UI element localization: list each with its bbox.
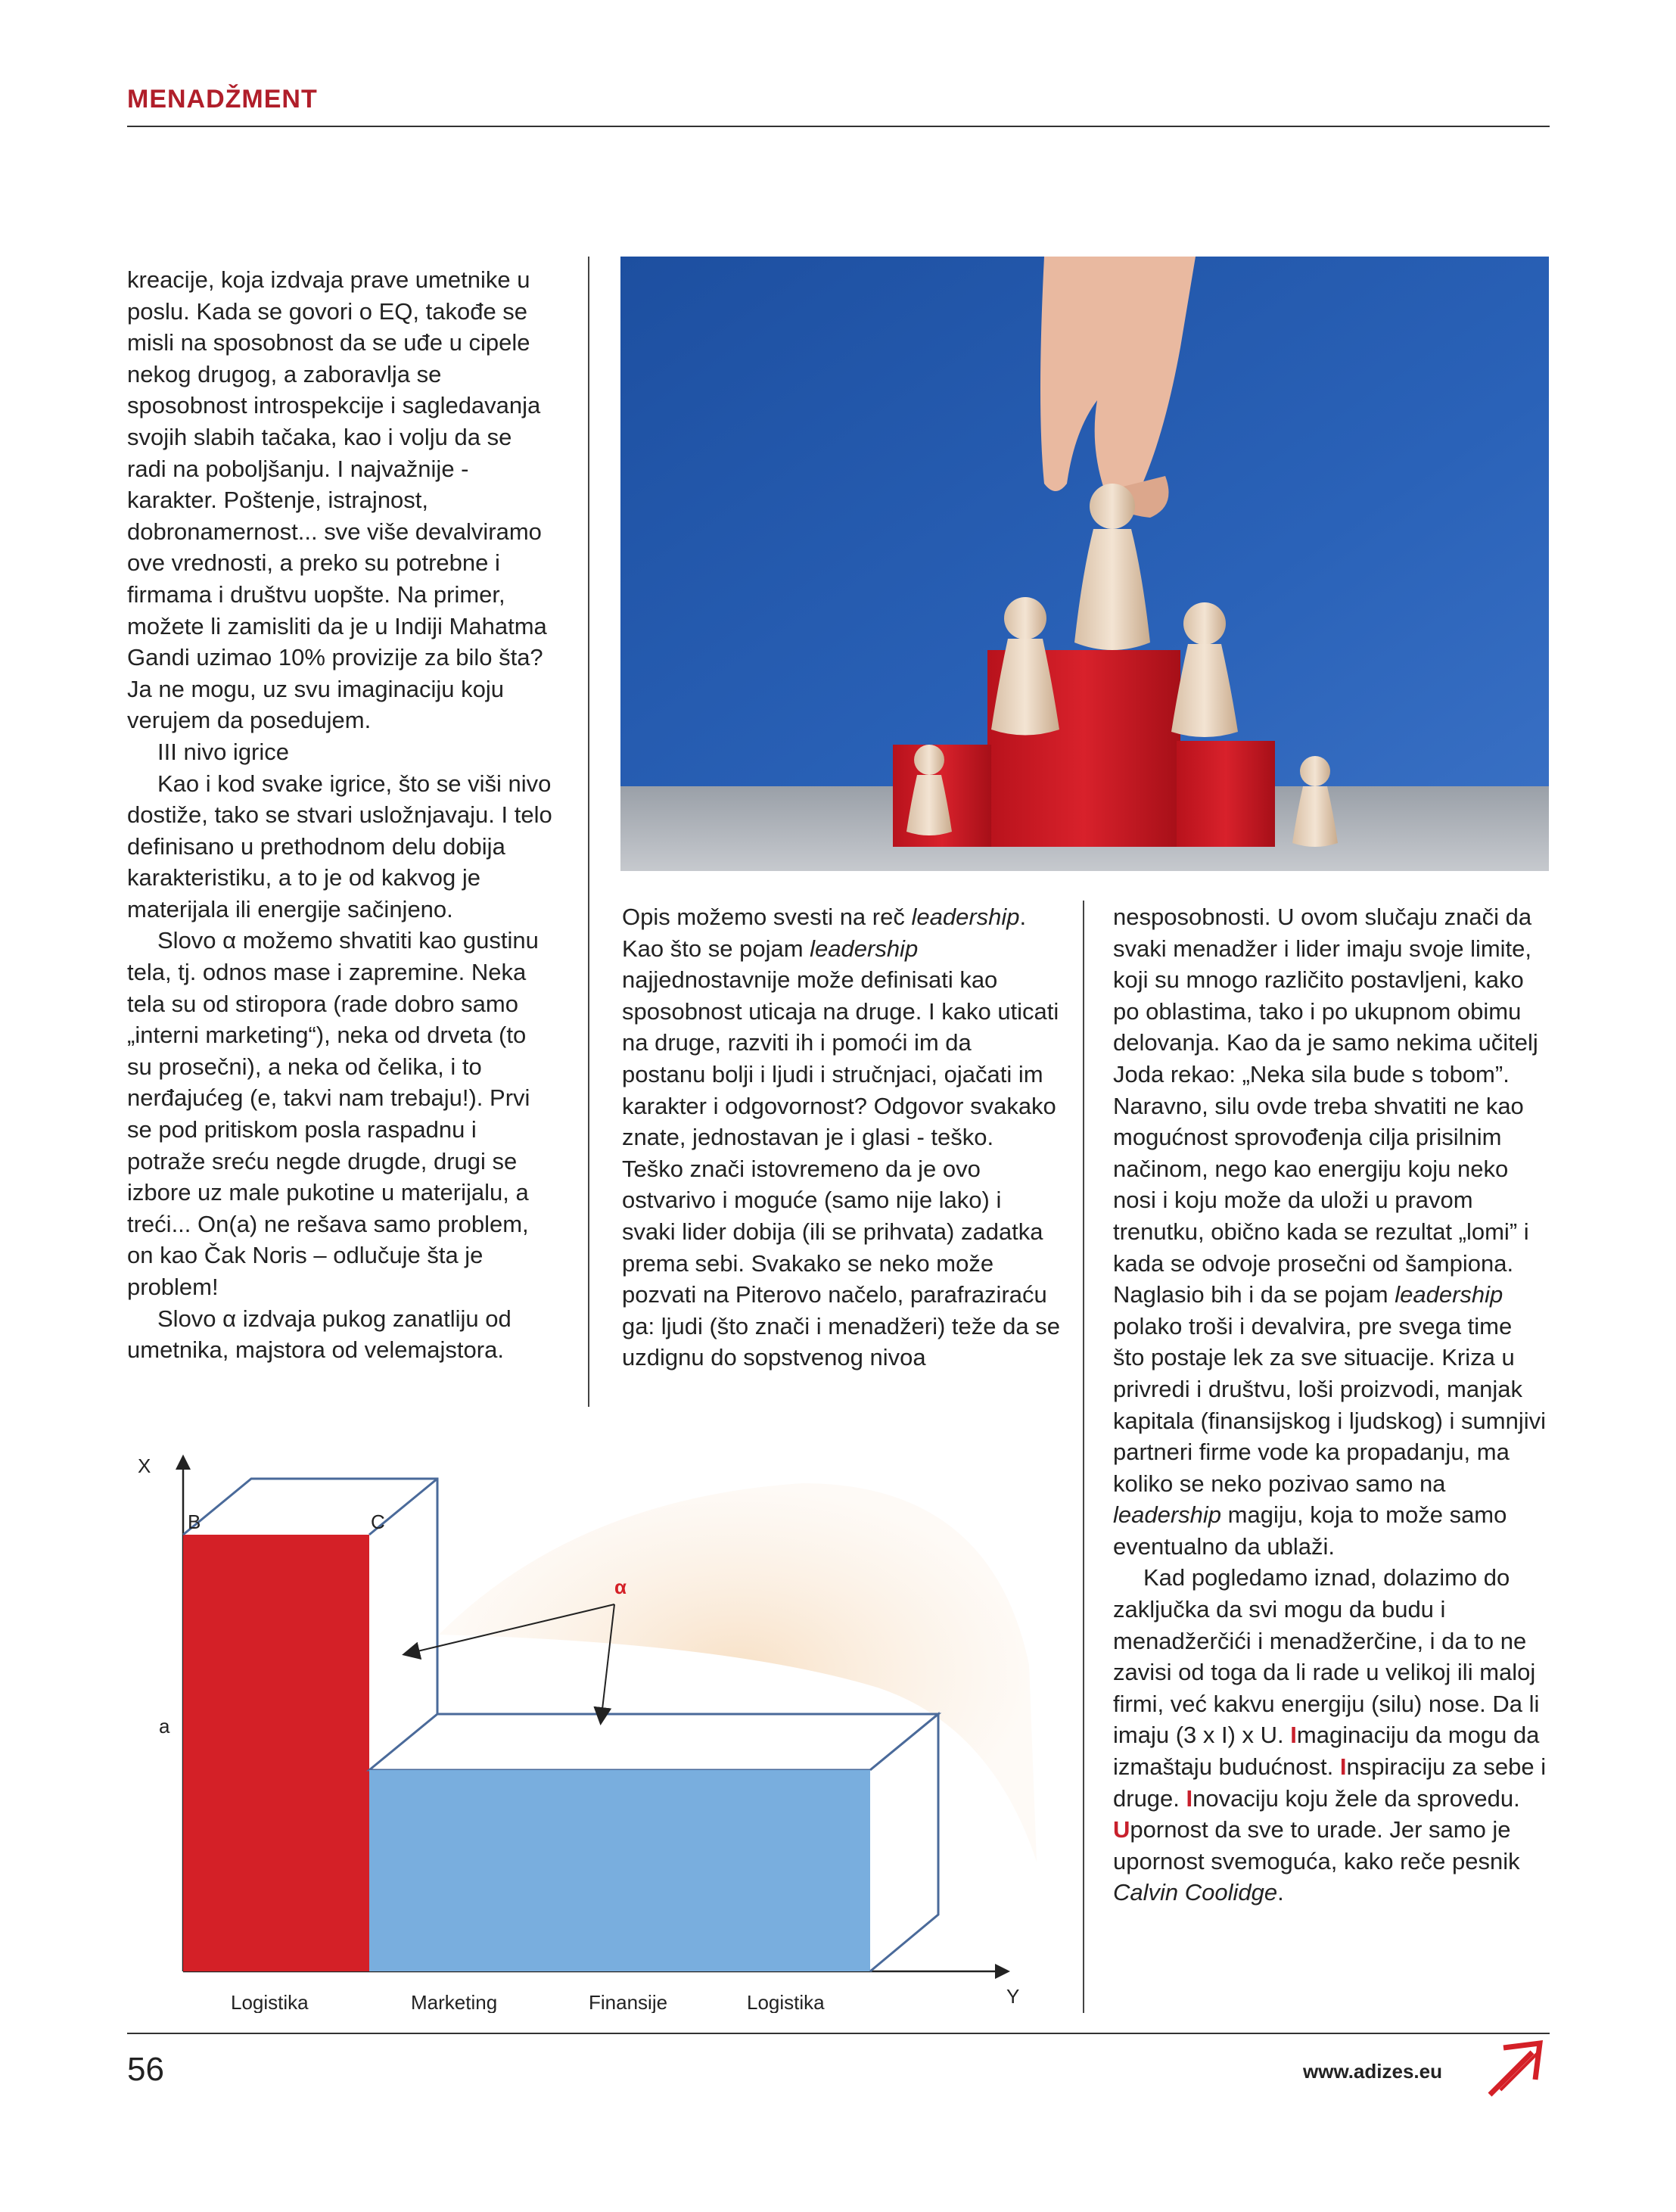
col3-text-8: pornost da sve to urade. Jer samo je upornost svemoguća, kako reče pesnik — [1113, 1816, 1520, 1874]
column-divider-1 — [588, 257, 589, 1407]
col2-text-2: . Kao što se pojam — [622, 904, 1027, 962]
col3-text-7: novaciju koju žele da sprovedu. — [1192, 1784, 1520, 1812]
col3-poet: Calvin Coolidge — [1113, 1879, 1278, 1906]
column-1 — [127, 264, 555, 1366]
page-number: 56 — [127, 2051, 164, 2088]
label-c: C — [371, 1510, 385, 1533]
col3-term-2: leadership — [1113, 1501, 1222, 1529]
category-label-2: Marketing — [411, 1991, 498, 2013]
section-title: MENADŽMENT — [127, 85, 318, 114]
y-axis-arrow — [995, 1964, 1010, 1979]
axis-y-label: Y — [1006, 1985, 1020, 2008]
col3-text-end: . — [1277, 1879, 1284, 1906]
header-rule — [127, 126, 1550, 127]
col1-paragraph-2: Kao i kod svake igrice, što se viši nivo dostiže, tako se stvari usložnjavaju. I telo definisano u prethodnom delu dobija karakteristiku, a to je od kakvog je materijala ili energije sačinjeno. — [127, 770, 552, 922]
col3-text-4: Kad pogledamo iznad, dolazimo do zaključka da svi mogu da budu i menadžerčići i menadžerčine, i da to ne zavisi od toga da li rade u velikoj ili maloj firmi, već kakvu energiju (silu) nose. Da li imaju (3 x I) x U. — [1113, 1564, 1540, 1749]
col2-paragraph-1 — [622, 901, 1061, 1374]
leadership-photo — [620, 257, 1549, 871]
col3-term-1: leadership — [1395, 1281, 1503, 1308]
label-b: B — [188, 1510, 201, 1533]
col2-text-3: najjednostavnije može definisati kao sposobnost uticaja na druge. I kako uticati na druge, razviti ih i pomoći im da postanu bolji i ljudi i stručnjaci, ojačati im karakter i odgovornost? Odgovor svakako znate, jednostavan je i glasi - teško. Teško znači istovremeno da je ovo ostvarivo i moguće (samo nije lako) i svaki lider dobija (ili se prihvata) zadatka prema sebi. Svakako se neko može pozvati na Piterovo načelo, parafraziraću ga: ljudi (što znači i menadžeri) teže da se uzdignu do sopstvenog nivoa — [622, 966, 1060, 1371]
footer-rule — [127, 2033, 1550, 2034]
col1-paragraph-3: Slovo α možemo shvatiti kao gustinu tela, tj. odnos mase i zapremine. Neka tela su od stiropora (rade dobro samo „interni marketing“), neka od drveta (to su prosečni), a neka od čelika, i to nerđajućeg (e, takvi nam trebaju!). Prvi se pod pritiskom posla raspadnu i potraže sreću negde drugde, drugi se izbore uz male pukotine u materijalu, a treći... On(a) ne rešava samo problem, on kao Čak Noris – odlučuje šta je problem! — [127, 927, 539, 1300]
diagram — [121, 1438, 1044, 2013]
col3-paragraph-1 — [1113, 901, 1549, 1562]
col3-text-1: nesposobnosti. U ovom slučaju znači da svaki menadžer i lider imaju svoje limite, koji su mnogo različito postavljeni, kako po oblastima, tako i po ukupnom obimu delovanja. Kao da je samo nekima učitelj Joda rekao: „Neka sila bude s tobom”. Naravno, silu ovde treba shvatiti ne kao mogućnost sprovođenja cilja prisilnim načinom, nego kao energiju koju neko nosi i koju može da uloži u pravom trenutku, obično kada se rezultat „lomi” i kada se odvoje prosečni od šampiona. Naglasio bih i da se pojam — [1113, 904, 1538, 1308]
col3-letter-u: U — [1113, 1816, 1130, 1843]
col1-paragraph-1: kreacije, koja izdvaja prave umetnike u poslu. Kada se govori o EQ, takođe se misli na sposobnost da se uđe u cipele nekog drugog, a zaboravlja se sposobnost introspekcije i sagledavanja svojih slabih tačaka, kao i volju da se radi na poboljšanju. I najvažnije - karakter. Poštenje, istrajnost, dobronamernost... sve više devalviramo ove vrednosti, a preko su potrebne i firmama i društvu uopšte. Na primer, možete li zamisliti da je u Indiji Mahatma Gandi uzimao 10% provizije za bilo šta? Ja ne mogu, uz svu imaginaciju koju verujem da posedujem. — [127, 266, 547, 734]
leadership-figures-icon — [620, 257, 1549, 871]
bar-blue-top — [369, 1714, 938, 1770]
diagram-svg — [121, 1438, 1044, 2013]
x-axis-arrow — [176, 1454, 191, 1470]
footer-url[interactable]: www.adizes.eu — [1303, 2060, 1442, 2083]
col3-text-6: nspiraciju za sebe i druge. — [1113, 1753, 1547, 1812]
col3-paragraph-2 — [1113, 1562, 1549, 1909]
column-3 — [1113, 901, 1549, 1909]
col3-letter-i1: I — [1290, 1722, 1297, 1749]
category-label-3: Finansije — [589, 1991, 668, 2013]
label-a: a — [159, 1715, 170, 1738]
col3-text-3: magiju, koja to može samo eventualno da ublaži. — [1113, 1501, 1507, 1560]
col1-subheading: III nivo igrice — [157, 738, 290, 765]
bar-red — [183, 1535, 369, 1971]
bar-blue — [369, 1770, 870, 1971]
col3-text-2: polako troši i devalvira, pre svega time što postaje lek za sve situacije. Kriza u privredi i društvu, loši proizvodi, manjak kapitala (finansijskog i ljudskog) i sumnjivi partneri firme vode ka propadanju, ma koliko se neko pozivao samo na — [1113, 1312, 1547, 1497]
col2-term-2: leadership — [810, 935, 919, 962]
category-label-4: Logistika — [747, 1991, 825, 2013]
axis-x-label: X — [138, 1454, 151, 1477]
column-divider-2 — [1083, 901, 1084, 2013]
col2-text-1: Opis možemo svesti na reč — [622, 904, 912, 930]
col1-paragraph-4: Slovo α izdvaja pukog zanatliju od umetnika, majstora od velemajstora. — [127, 1305, 512, 1364]
category-label-1: Logistika — [231, 1991, 309, 2013]
adizes-arrow-icon — [1485, 2036, 1549, 2099]
column-2 — [622, 901, 1061, 1374]
col3-text-5: maginaciju da mogu da izmaštaju budućnost. — [1113, 1722, 1540, 1781]
col2-term-1: leadership — [911, 904, 1020, 930]
col3-letter-i2: I — [1339, 1753, 1347, 1781]
label-alpha: α — [614, 1576, 627, 1598]
col3-letter-i3: I — [1186, 1784, 1193, 1812]
